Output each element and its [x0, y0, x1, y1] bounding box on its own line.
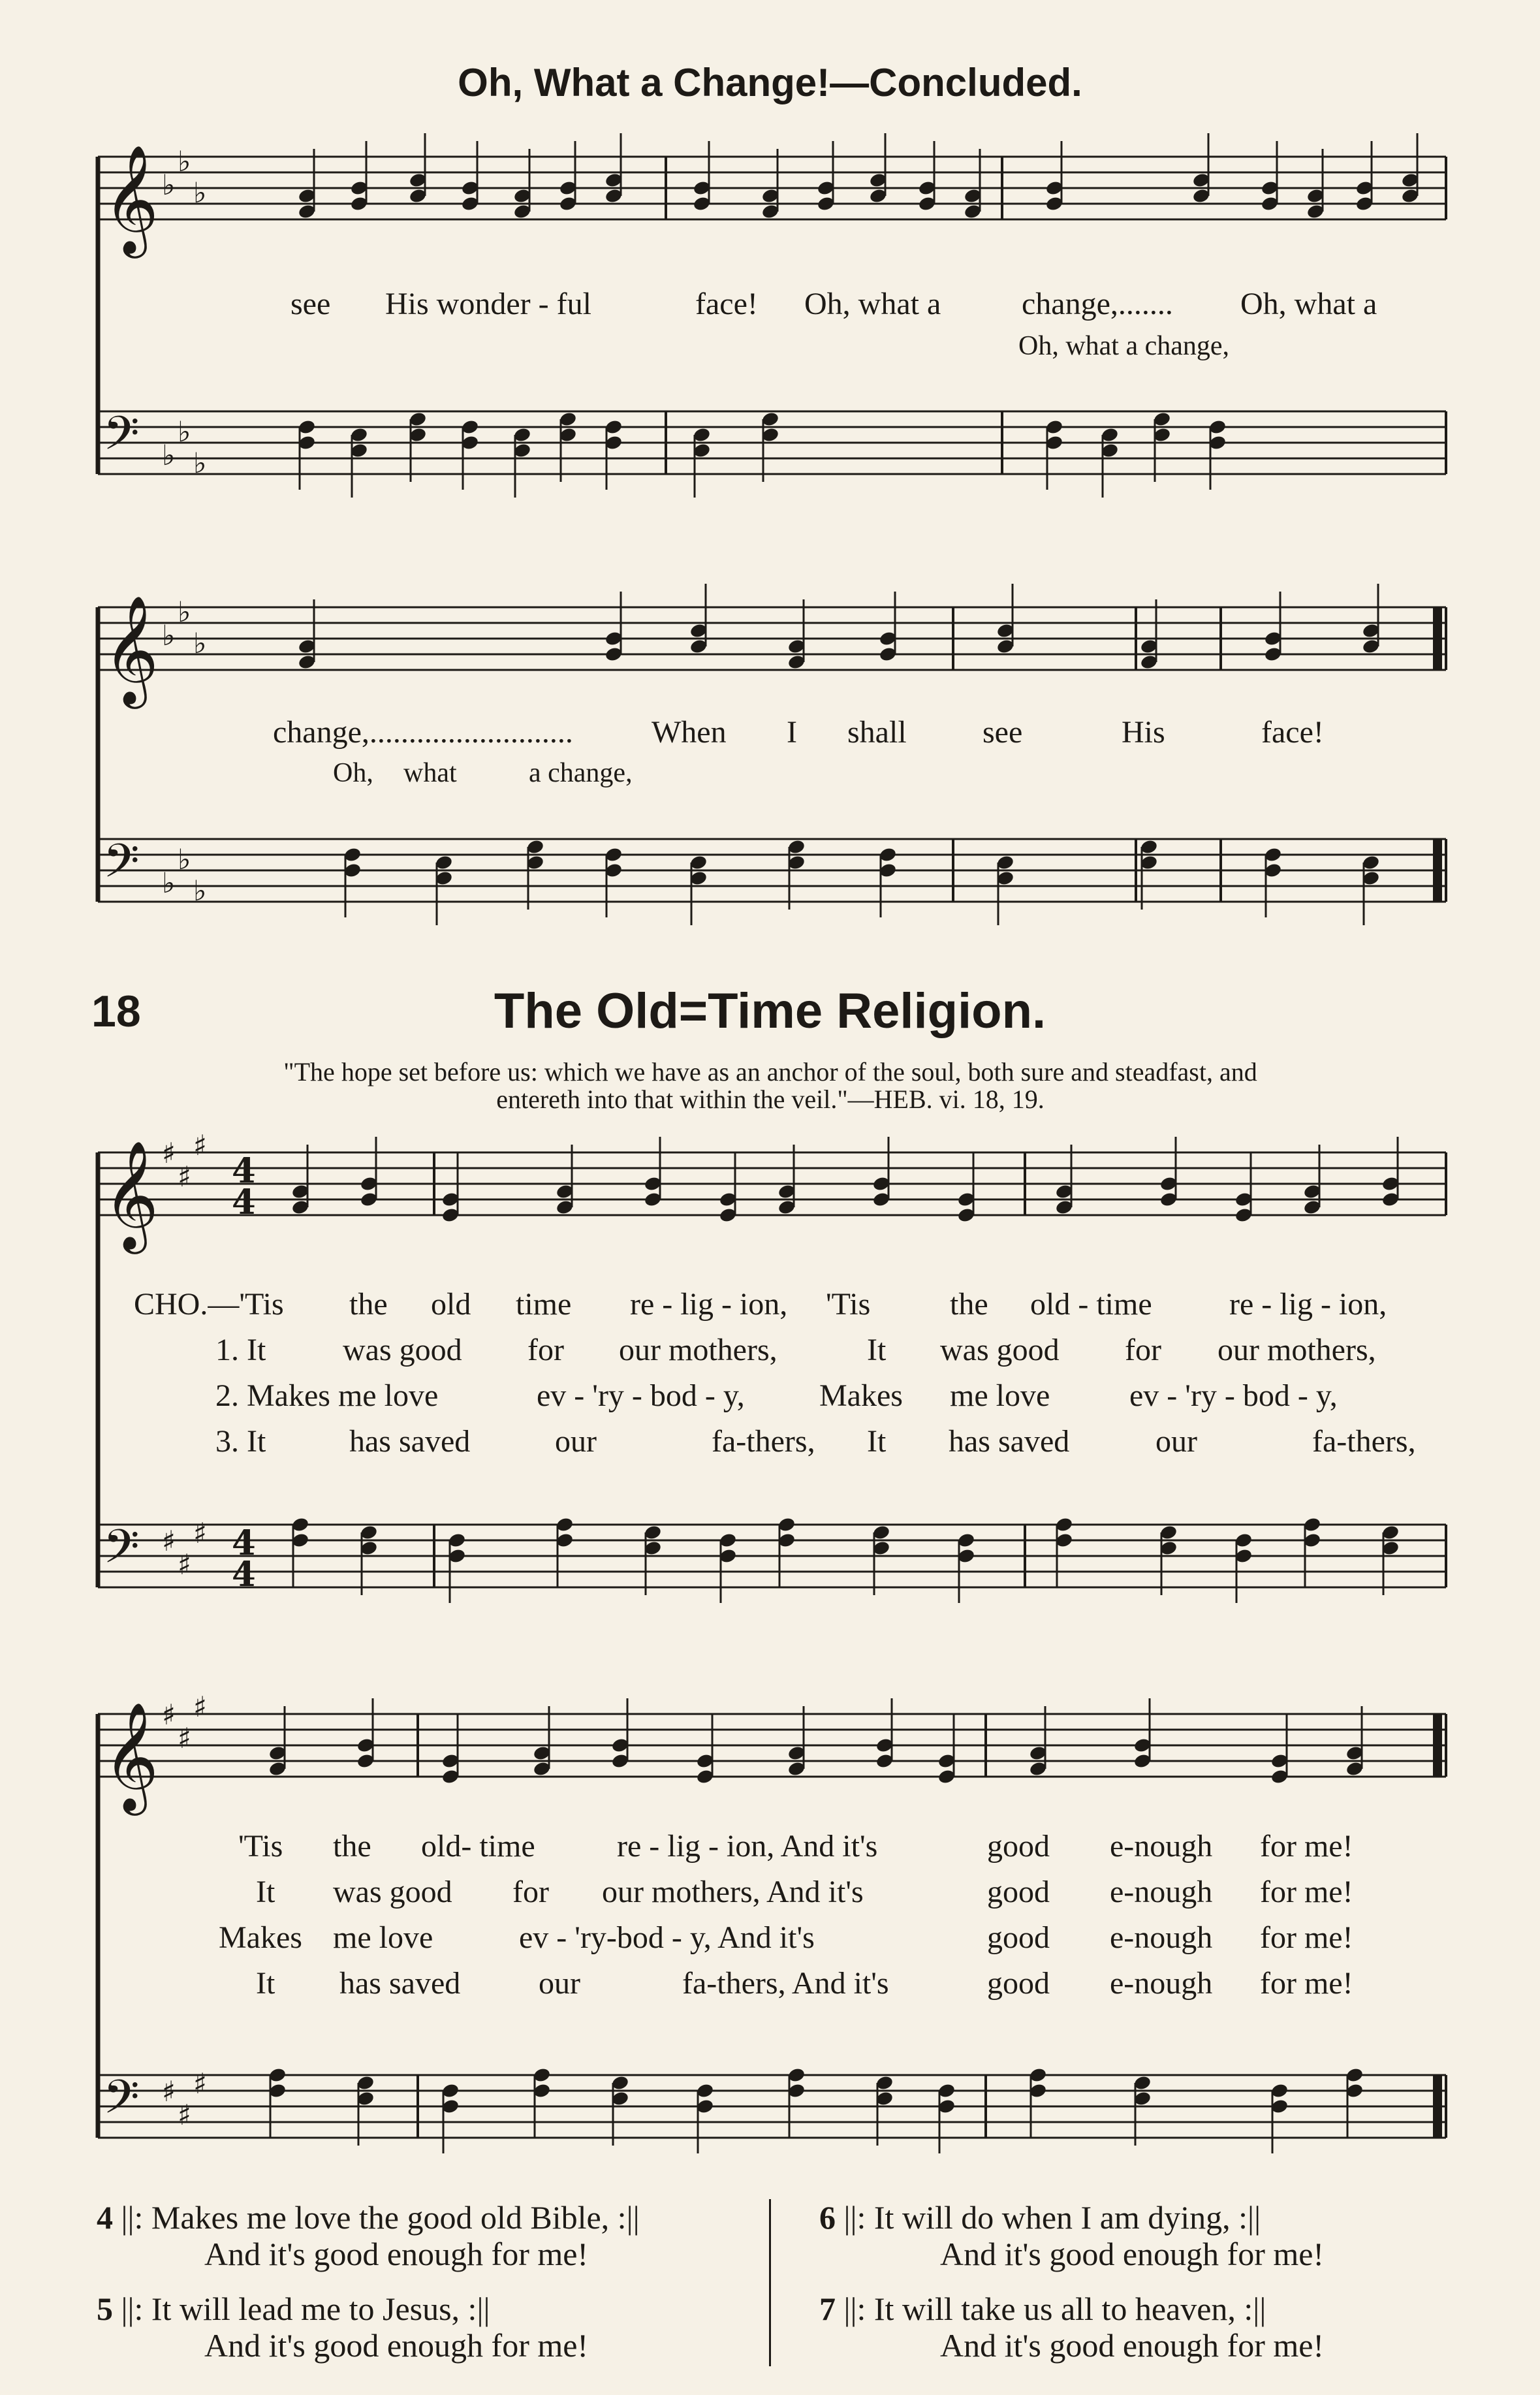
lyric: good [987, 1920, 1050, 1955]
lyric: 'Tis [826, 1287, 871, 1322]
lyric: old- time [421, 1829, 535, 1864]
lyric: Makes [219, 1920, 302, 1955]
lyric: ev - 'ry-bod - y, And it's [519, 1920, 815, 1955]
staff [98, 2075, 1446, 2138]
final-bar [1433, 839, 1442, 902]
sharp-icon: ♯ [178, 1161, 191, 1194]
lyric: 1. It [215, 1333, 266, 1367]
lyric: the [333, 1829, 371, 1864]
lyric: has saved [949, 1424, 1070, 1459]
lyric: Oh, [333, 758, 373, 788]
verse-7 [819, 2291, 1324, 2364]
treble-clef-icon: 𝄞 [103, 1139, 159, 1249]
lyric: shall [847, 715, 907, 750]
sharp-icon: ♯ [193, 1130, 207, 1162]
treble-clef-icon: 𝄞 [103, 594, 159, 704]
lyric: His [1122, 715, 1165, 750]
lyric: for me! [1260, 1829, 1353, 1864]
lyric: time [516, 1287, 572, 1322]
lyric: fa-thers, [1312, 1424, 1416, 1459]
lyric: Oh, what a [1240, 287, 1377, 321]
lyric: old - time [1030, 1287, 1152, 1322]
verse-line: ||: It will lead me to Jesus, :|| [121, 2291, 490, 2327]
lyric: Makes [819, 1378, 903, 1413]
verse-number: 4 [97, 2199, 113, 2236]
lyric: me love [950, 1378, 1050, 1413]
flat-icon: ♭ [162, 169, 176, 202]
lyric: a change, [529, 758, 633, 788]
lyric: good [987, 1875, 1050, 1909]
lyric: Oh, what a [804, 287, 941, 321]
lyric: good [987, 1966, 1050, 2001]
time-signature-bottom: 4 [232, 1182, 256, 1222]
lyric: face! [1261, 715, 1324, 750]
bass-clef-icon: 𝄢 [103, 1520, 140, 1585]
sharp-icon: ♯ [162, 2076, 176, 2108]
time-signature-top: 4 [232, 1150, 256, 1191]
lyric: see [982, 715, 1023, 750]
final-bar [1433, 2075, 1442, 2138]
lyric: It [867, 1333, 887, 1367]
flat-icon: ♭ [178, 416, 191, 449]
lyric: our [555, 1424, 597, 1459]
verse-line: And it's good enough for me! [204, 2327, 589, 2364]
lyric: our [1155, 1424, 1197, 1459]
lyric: our [539, 1966, 580, 2001]
time-signature-bottom: 4 [232, 1554, 256, 1594]
lyric: see [291, 287, 331, 321]
lyric: for me! [1260, 1966, 1353, 2001]
lyric: re - lig - ion, [1229, 1287, 1387, 1322]
flat-icon: ♭ [162, 620, 176, 652]
time-signature-top: 4 [232, 1523, 256, 1563]
verse-line: ||: Makes me love the good old Bible, :|| [121, 2199, 640, 2236]
lyric: It [256, 1875, 275, 1909]
lyric: His wonder - ful [385, 287, 591, 321]
lyric: e-nough [1110, 1875, 1213, 1909]
flat-icon: ♭ [193, 627, 207, 660]
lyric: Oh, what a change, [1018, 331, 1230, 361]
verse-6 [819, 2199, 1324, 2272]
lyric: change,.......................... [273, 715, 573, 750]
lyric: has saved [339, 1966, 461, 2001]
lyric: re - lig - ion, [630, 1287, 788, 1322]
lyric: It [867, 1424, 887, 1459]
lyric: 'Tis [238, 1829, 283, 1864]
lyric: for [512, 1875, 549, 1909]
lyric: our mothers, [1218, 1333, 1376, 1367]
verse-number: 6 [819, 2199, 836, 2236]
bass-clef-icon: 𝄢 [103, 834, 140, 900]
hymn-title: The Old=Time Religion. [494, 983, 1046, 1039]
lyric: was good [343, 1333, 462, 1367]
lyric: ev - 'ry - bod - y, [537, 1378, 745, 1413]
flat-icon: ♭ [193, 875, 207, 908]
lyric: has saved [349, 1424, 471, 1459]
verse-column-divider [769, 2199, 771, 2366]
verse-line: And it's good enough for me! [940, 2327, 1325, 2364]
verse-number: 5 [97, 2291, 113, 2327]
verse-5 [97, 2291, 588, 2364]
sharp-icon: ♯ [162, 1525, 176, 1558]
verse-4 [97, 2199, 640, 2272]
lyric: e-nough [1110, 1829, 1213, 1864]
final-bar [1433, 1714, 1442, 1777]
flat-icon: ♭ [178, 844, 191, 876]
lyric: was good [940, 1333, 1060, 1367]
lyric: It [256, 1966, 275, 2001]
lyric: for [1125, 1333, 1161, 1367]
final-bar [1433, 607, 1442, 670]
lyric: for me! [1260, 1920, 1353, 1955]
sharp-icon: ♯ [162, 1699, 176, 1732]
lyric: face! [695, 287, 758, 321]
lyric: 2. Makes me love [215, 1378, 439, 1413]
sharp-icon: ♯ [178, 1722, 191, 1755]
verse-line: ||: It will take us all to heaven, :|| [843, 2291, 1266, 2327]
treble-clef-icon: 𝄞 [103, 144, 159, 253]
sharp-icon: ♯ [178, 1549, 191, 1581]
lyric: the [349, 1287, 388, 1322]
lyric: fa-thers, And it's [682, 1966, 889, 2001]
sharp-icon: ♯ [162, 1137, 176, 1170]
sharp-icon: ♯ [193, 2068, 207, 2101]
lyric: fa-thers, [712, 1424, 815, 1459]
lyric: for [527, 1333, 564, 1367]
epigraph: "The hope set before us: which we have as an anchor of the soul, both sure and steadfast, and [283, 1057, 1257, 1086]
page-heading: Oh, What a Change!—Concluded. [458, 61, 1082, 104]
staff [98, 839, 1446, 902]
lyric: our mothers, And it's [602, 1875, 864, 1909]
bass-clef-icon: 𝄢 [103, 2070, 140, 2136]
section1-music [0, 0, 1540, 979]
flat-icon: ♭ [178, 146, 191, 178]
verse-line: ||: It will do when I am dying, :|| [843, 2199, 1261, 2236]
lyric: the [950, 1287, 988, 1322]
lyric: was good [333, 1875, 452, 1909]
lyric: I [787, 715, 797, 750]
lyric: old [431, 1287, 471, 1322]
sharp-icon: ♯ [193, 1517, 207, 1550]
lyric: 3. It [215, 1424, 266, 1459]
lyric: ev - 'ry - bod - y, [1129, 1378, 1338, 1413]
verse-number: 7 [819, 2291, 836, 2327]
lyric: CHO.—'Tis [134, 1287, 284, 1322]
epigraph-reference: entereth into that within the veil."—HEB. vi. 18, 19. [496, 1085, 1045, 1114]
lyric: e-nough [1110, 1920, 1213, 1955]
lyric: our mothers, [619, 1333, 778, 1367]
flat-icon: ♭ [162, 439, 176, 472]
treble-clef-icon: 𝄞 [103, 1701, 159, 1811]
lyric: change,....... [1022, 287, 1173, 321]
staff [98, 1714, 1446, 1777]
lyric: good [987, 1829, 1050, 1864]
sharp-icon: ♯ [193, 1691, 207, 1724]
verse-line: And it's good enough for me! [940, 2236, 1325, 2272]
flat-icon: ♭ [193, 447, 207, 480]
sharp-icon: ♯ [178, 2099, 191, 2132]
lyric: what [403, 758, 457, 788]
verse-line: And it's good enough for me! [204, 2236, 589, 2272]
lyric: When [652, 715, 727, 750]
lyric: re - lig - ion, And it's [617, 1829, 878, 1864]
flat-icon: ♭ [162, 867, 176, 900]
lyric: me love [333, 1920, 433, 1955]
lyric: e-nough [1110, 1966, 1213, 2001]
flat-icon: ♭ [193, 177, 207, 210]
hymn-number: 18 [91, 987, 141, 1036]
bass-clef-icon: 𝄢 [103, 407, 140, 472]
lyric: for me! [1260, 1875, 1353, 1909]
flat-icon: ♭ [178, 596, 191, 629]
